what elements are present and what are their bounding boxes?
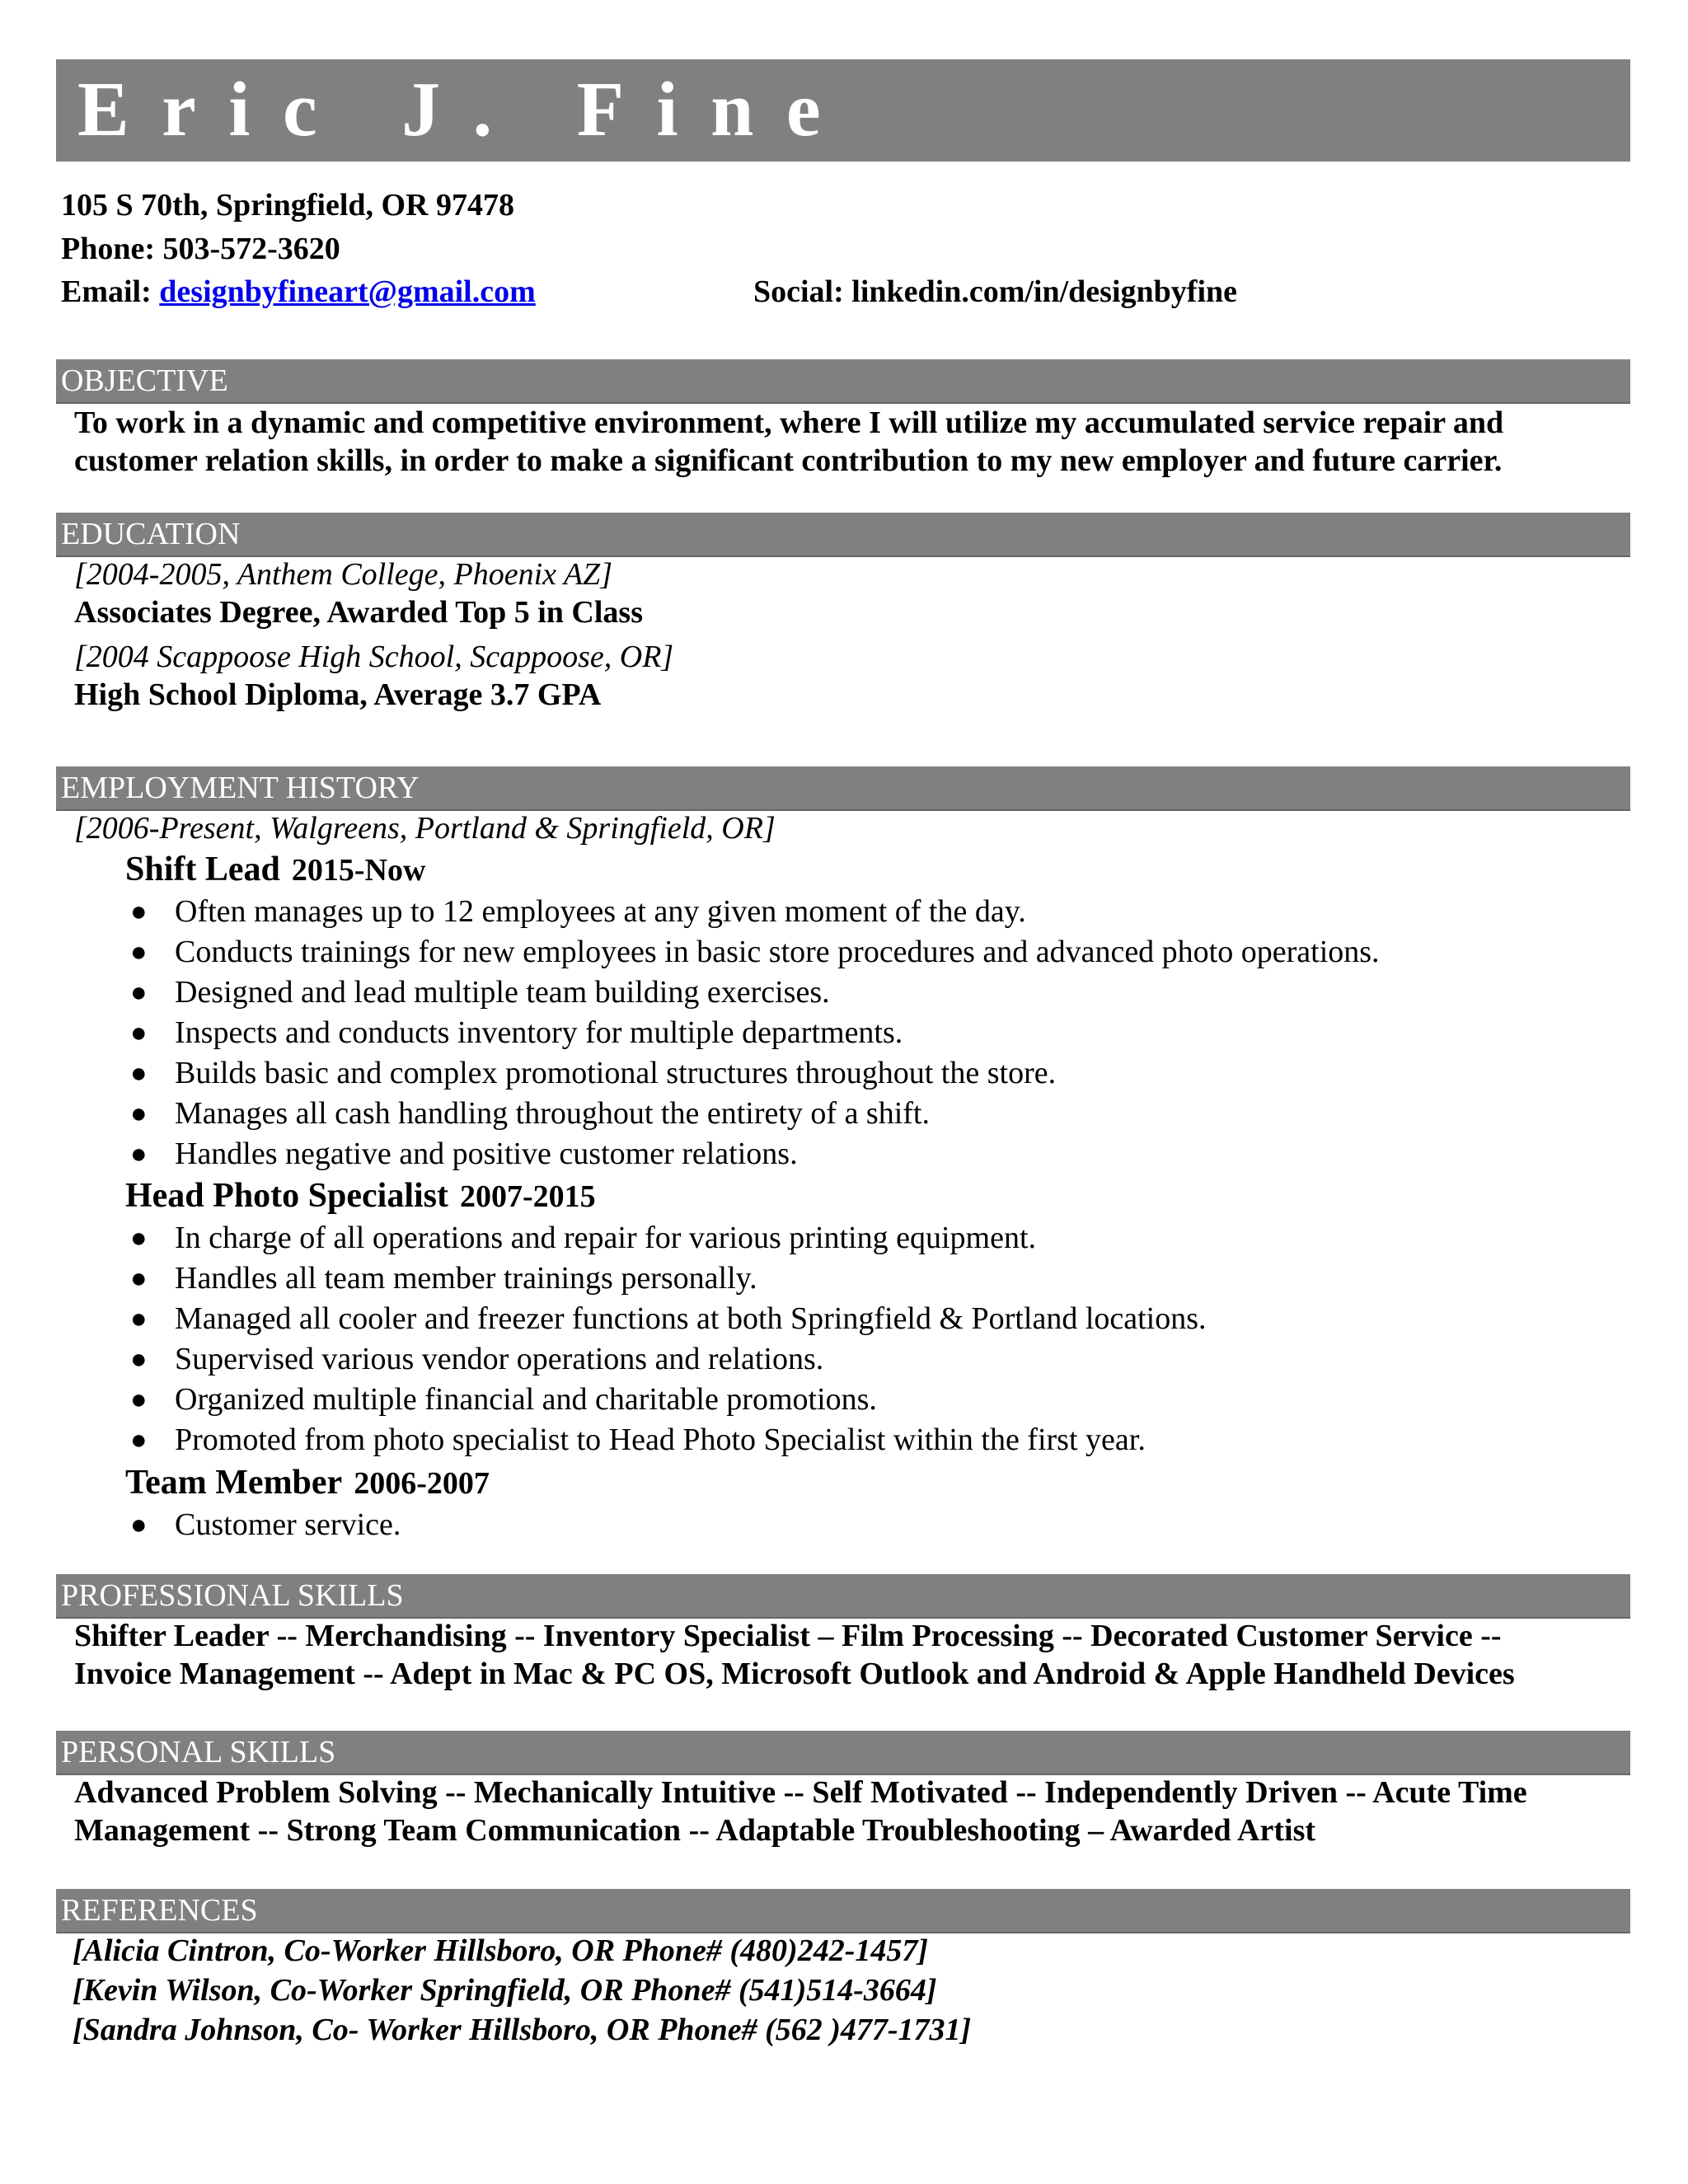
bullet-icon: ●: [130, 1223, 148, 1254]
duty-item: [125, 972, 1380, 1013]
professional-skills-header: [56, 1574, 1630, 1619]
education-header: [56, 513, 1630, 557]
skills-line: Advanced Problem Solving -- Mechanically Intuitive -- Self Motivated -- Independently Driven -- Acute Time: [74, 1775, 1527, 1810]
bullet-icon: ●: [130, 1099, 148, 1129]
section-title: REFERENCES: [61, 1893, 258, 1928]
job-years: 2006-2007: [354, 1466, 490, 1501]
job-years: 2007-2015: [460, 1179, 596, 1214]
bullet-icon: ●: [130, 937, 148, 968]
duty-item: [125, 1380, 1207, 1420]
duty-text: In charge of all operations and repair for various printing equipment.: [175, 1221, 1037, 1255]
bullet-icon: ●: [130, 977, 148, 1008]
duty-text: Designed and lead multiple team building exercises.: [175, 975, 830, 1010]
job-title: [125, 1462, 490, 1511]
duty-item: [125, 1013, 1380, 1053]
bullet-icon: ●: [130, 1018, 148, 1048]
social-link: Social: linkedin.com/in/designbyfine: [753, 274, 1237, 309]
bullet-icon: ●: [130, 1344, 148, 1375]
duty-text: Supervised various vendor operations and relations.: [175, 1342, 824, 1376]
section-title: PROFESSIONAL SKILLS: [61, 1578, 404, 1613]
bullet-icon: ●: [130, 1058, 148, 1089]
duty-item: [125, 1258, 1207, 1299]
duty-item: [125, 1505, 401, 1545]
objective-header: [56, 359, 1630, 404]
objective-line: customer relation skills, in order to make a significant contribution to my new employer and future carrier.: [74, 443, 1503, 478]
duty-text: Handles all team member trainings personally.: [175, 1261, 757, 1296]
duty-item: [125, 932, 1380, 972]
duty-text: Builds basic and complex promotional structures throughout the store.: [175, 1056, 1057, 1090]
skills-line: Shifter Leader -- Merchandising -- Inventory Specialist – Film Processing -- Decorated Customer Service --: [74, 1619, 1502, 1653]
job-duties: [125, 892, 1380, 1174]
duty-text: Manages all cash handling throughout the entirety of a shift.: [175, 1096, 930, 1131]
email-link[interactable]: designbyfineart@gmail.com: [159, 274, 536, 309]
references-header: [56, 1889, 1630, 1933]
duty-text: Managed all cooler and freezer functions at both Springfield & Portland locations.: [175, 1301, 1207, 1336]
email-label: Email:: [61, 274, 160, 309]
job-title: [125, 1175, 596, 1224]
section-title: EMPLOYMENT HISTORY: [61, 771, 420, 805]
bullet-icon: ●: [130, 1263, 148, 1294]
duty-item: [125, 1420, 1207, 1460]
duty-item: [125, 892, 1380, 932]
personal-skills-header: [56, 1731, 1630, 1775]
duty-item: [125, 1053, 1380, 1094]
duty-text: Organized multiple financial and charitable promotions.: [175, 1382, 877, 1417]
email-line: [61, 273, 536, 311]
name-banner: [56, 59, 1630, 162]
bullet-icon: ●: [130, 1425, 148, 1455]
job-title-text: Team Member: [125, 1464, 343, 1502]
duty-item: [125, 1299, 1207, 1339]
duty-text: Customer service.: [175, 1507, 401, 1542]
bullet-icon: ●: [130, 1385, 148, 1415]
reference-line: [Alicia Cintron, Co-Worker Hillsboro, OR Phone# (480)242-1457]: [73, 1933, 929, 1968]
duty-text: Often manages up to 12 employees at any given moment of the day.: [175, 894, 1026, 929]
education-school: [2004-2005, Anthem College, Phoenix AZ]: [74, 557, 612, 592]
job-title-text: Head Photo Specialist: [125, 1177, 449, 1215]
resume-page: [56, 59, 1630, 2047]
reference-line: [Kevin Wilson, Co-Worker Springfield, OR Phone# (541)514-3664]: [73, 1973, 937, 2008]
bullet-icon: ●: [130, 1139, 148, 1169]
bullet-icon: ●: [130, 897, 148, 927]
duty-text: Conducts trainings for new employees in basic store procedures and advanced photo operations.: [175, 935, 1380, 969]
candidate-name: Eric J. Fine: [77, 67, 854, 152]
job-title-text: Shift Lead: [125, 851, 280, 888]
phone: Phone: 503-572-3620: [61, 232, 340, 266]
employer: [2006-Present, Walgreens, Portland & Springfield, OR]: [74, 811, 776, 846]
education-degree: Associates Degree, Awarded Top 5 in Class: [74, 595, 644, 630]
duty-text: Handles negative and positive customer relations.: [175, 1137, 798, 1171]
duty-text: Promoted from photo specialist to Head Photo Specialist within the first year.: [175, 1422, 1146, 1457]
job-duties: [125, 1505, 401, 1545]
job-title: [125, 849, 425, 898]
address: 105 S 70th, Springfield, OR 97478: [61, 188, 515, 223]
job-duties: [125, 1218, 1207, 1460]
job-years: 2015-Now: [291, 853, 426, 888]
education-degree: High School Diploma, Average 3.7 GPA: [74, 677, 602, 712]
duty-item: [125, 1339, 1207, 1380]
skills-line: Management -- Strong Team Communication -- Adaptable Troubleshooting – Awarded Artist: [74, 1813, 1316, 1848]
section-title: EDUCATION: [61, 517, 241, 551]
duty-text: Inspects and conducts inventory for multiple departments.: [175, 1015, 903, 1050]
employment-header: [56, 766, 1630, 811]
section-title: OBJECTIVE: [61, 363, 228, 398]
bullet-icon: ●: [130, 1304, 148, 1334]
bullet-icon: ●: [130, 1510, 148, 1540]
objective-line: To work in a dynamic and competitive environment, where I will utilize my accumulated service repair and: [74, 405, 1504, 440]
education-school: [2004 Scappoose High School, Scappoose, OR]: [74, 640, 674, 674]
duty-item: [125, 1094, 1380, 1134]
section-title: PERSONAL SKILLS: [61, 1735, 336, 1769]
reference-line: [Sandra Johnson, Co- Worker Hillsboro, OR Phone# (562 )477-1731]: [73, 2013, 972, 2047]
skills-line: Invoice Management -- Adept in Mac & PC OS, Microsoft Outlook and Android & Apple Handheld Devices: [74, 1657, 1515, 1691]
duty-item: [125, 1134, 1380, 1174]
duty-item: [125, 1218, 1207, 1258]
